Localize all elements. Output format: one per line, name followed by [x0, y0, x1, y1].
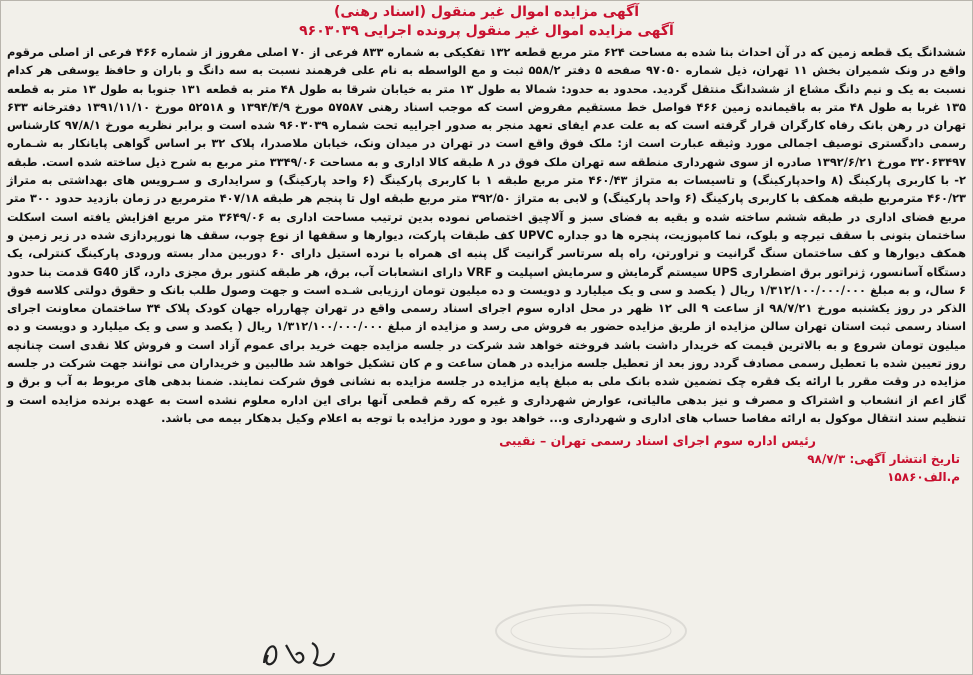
signature-line: رئیس اداره سوم اجرای اسناد رسمی تهران – نقیبی — [499, 433, 816, 449]
notice-code: م.الف۱۵۸۶۰ — [887, 470, 960, 485]
notice-title: آگهی مزایده اموال غیر منقول (اسناد رهنی) — [333, 4, 640, 20]
notice-footer — [7, 450, 960, 486]
publish-date: تاریخ انتشار آگهی: ۹۸/۷/۳ — [807, 452, 960, 467]
notice-body: ششدانگ یک قطعه زمین که در آن احداث بنا شده به مساحت ۶۲۴ متر مربع قطعه ۱۳۲ تفکیکی به شماره ۸۳۳ فرعی از ۷۰ اصلی مفروز از شماره ۴۶۶ فرعی از اصلی مرقوم واقع در ونک شمیران بخش ۱۱ تهران، ذیل شماره ۹۷۰۵۰ صفحه ۵ دفتر ۵۵۸/۲ ثبت و مع الواسطه به نام علی فرهمند نسبت به سه دانگ و باران و حافظ یوسفی هر کدام نسبت به یک و نیم دانگ مشاع از ششدانگ منتقل گردید. محدود به حدود: شمالا به طول ۱۳ متر به خیابان شرقا به طول ۴۸ متر به قطعه ۱۳۱ جنوبا به طول ۱۳ متر به قطعه ۱۳۵ غربا به طول ۴۸ متر به باقیمانده زمین ۴۶۶ فواصل خط مستقیم مفروض است که موجب اسناد رهنی ۵۷۵۸۷ مورخ ۱۳۹۴/۴/۹ و ۵۲۵۱۸ مورخ ۱۳۹۱/۱۱/۱۰ دفترخانه ۶۳۳ تهران در رهن بانک رفاه کارگران قرار گرفته است که به علت عدم ایفای تعهد منجر به صدور اجراییه تحت شماره ۹۶۰۳۰۳۹ شده است و برابر نظریه مورخ ۹۷/۸/۱ کارشناس رسمی دادگستری توصیف اجمالی مورد وثیقه عبارت است از: ملک فوق واقع است در تهران در میدان ونک، خیابان ملاصدرا، پلاک ۳۲ بر اساس گواهی پایانکار به شـماره ۳۲۰۶۳۴۹۷ مورخ ۱۳۹۲/۶/۲۱ صادره از سوی شهرداری منطقه سه تهران ملک فوق در ۸ طبقه کالا اداری و به مساحت ۳۳۴۹/۰۶ متر مربع به شرح ذیل ساخته شده است. طبقه ۲- با کاربری پارکینگ (۸ واحدپارکینگ) و تاسیسات به متراژ ۴۶۰/۴۳ متر مربع طبقه ۱ با کاربری پارکینگ (۶ واحد پارکینگ) و سرایداری و سـرویس های بهداشتی به متراژ ۴۶۰/۲۳ مترمربع طبقه همکف با کاربری پارکینگ (۶ واحد پارکینگ) و لابی به متراژ ۳۹۲/۵۰ متر مربع طبقه اول تا پنجم هر طبقه ۴۰۷/۱۸ مترمربع در زمان بازدید حدود ۳۰۰ متر مربع فضای اداری در طبقه ششم ساخته شده و بقیه به فضای سبز و آلاچیق اختصاص نموده بدین ترتیب مساحت اداری به ۳۶۴۹/۰۶ متر مربع افزایش یافته است اسکلت ساختمان بتونی با سقف تیرچه و بلوک، نما کامپوزیت، پنجره ها دو جداره UPVC کف طبقات پارکت، دیوارها و سقفها از نوع چوب، سقف ها نورپردازی شده در زیر زمین و همکف دیوارها و کف ساختمان سنگ گرانیت و تراورتن، راه پله سرتاسر گرانیت گل پنبه ای همراه با نرده استیل دارای ۶۰ دوربین مدار بسته ورودی پارکینگ کنترلی، یک دستگاه آسانسور، ژنراتور برق اضطراری UPS سیستم گرمایش و سرمایش اسپلیت و VRF دارای انشعابات آب، برق، هر طبقه کنتور برق مجزی دارد، گاز G40 قدمت بنا حدود ۶ سال، و به مبلغ ۱/۳۱۲/۱۰۰/۰۰۰/۰۰۰ ریال ( یکصد و سی و یک میلیارد و دویست و ده میلیون تومان ارزیابی شـده است و جهت وصول طلب بانک و حقوق دولتی کلاسه فوق الذکر در روز یکشنبه مورخ ۹۸/۷/۲۱ از ساعت ۹ الی ۱۲ ظهر در محل اداره سوم اجرای اسناد رسمی واقع در تهران چهارراه جهان کودک پلاک ۳۴ ساختمان معاونت اجرای اسناد رسمی ثبت استان تهران سالن مزایده از طریق مزایده حضور به فروش می رسد و مزایده از مبلغ ۱/۳۱۲/۱۰۰/۰۰۰/۰۰۰ ریال ( یکصد و سی و یک میلیارد و دویست و ده میلیون تومان شروع و به بالاترین قیمت که خریدار داشت باشد فروخته خواهد شد شرکت در جلسه مزایده جهت خرید برای عموم آزاد است و فروش کلا نقدی است چنانچه روز تعیین شده با تعطیل رسمی مصادف گردد روز بعد از تعطیل جلسه مزایده در همان ساعت و م کان تشکیل خواهد شد طالبین و خریداران می توانند جهت شرکت در جلسه مزایده در وقت مقرر با ارائه یک فقره چک تضمین شده بانک ملی به مبلغ پایه مزایده در جلسه مزایده به نشانی فوق شرکت نمایند. ضمنا بدهی های مربوط به آب و برق و گاز اعم از انشعاب و اشتراک و مصرف و نیز بدهی مالیاتی، عوارض شهرداری و غیره که رقم قطعی آنها برای این اداره معلوم نشده است به عهده برنده مزایده است و تنظیم سند انتقال موکول به ارائه مفاصا حساب های اداری و شهرداری و... خواهد بود و مورد مزایده با توجه به اعلام وکیل بدهکار بیمه می باشد. — [7, 45, 967, 425]
notice-subtitle: آگهی مزایده اموال غیر منقول پرونده اجرایی ۹۶۰۳۰۳۹ — [299, 23, 674, 39]
handwritten-note — [256, 633, 346, 673]
faint-stamp-graphic — [491, 601, 691, 661]
